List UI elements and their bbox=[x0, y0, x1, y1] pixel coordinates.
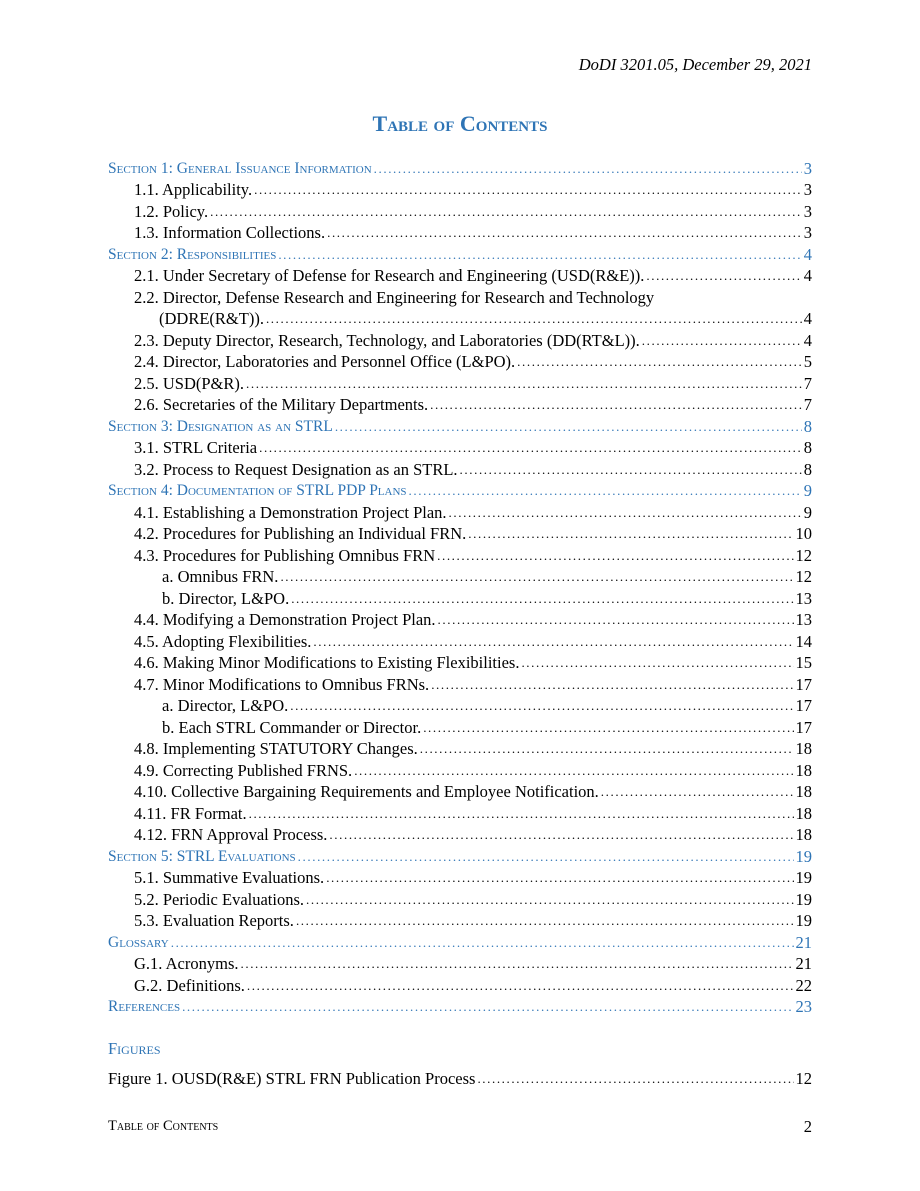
toc-entry-page: 7 bbox=[803, 395, 812, 414]
toc-entry-page: 4 bbox=[803, 244, 812, 264]
toc-entry-page: 17 bbox=[795, 674, 812, 694]
toc-entry[interactable] bbox=[108, 887, 812, 909]
toc-entry-page: 3 bbox=[803, 223, 812, 242]
toc-entry-label: Figure 1. OUSD(R&E) STRL FRN Publication Process bbox=[108, 1068, 476, 1088]
dot-leader bbox=[247, 976, 794, 995]
toc-entry-page: 19 bbox=[795, 868, 812, 887]
toc-entry[interactable] bbox=[108, 758, 812, 780]
toc-entry[interactable] bbox=[108, 737, 812, 759]
toc-entry-label: 4.10. Collective Bargaining Requirements and Employee Notification. bbox=[134, 782, 599, 801]
document-header: DoDI 3201.05, December 29, 2021 bbox=[578, 55, 812, 74]
toc-entry-label: 2.5. USD(P&R). bbox=[134, 373, 245, 393]
dot-leader bbox=[431, 675, 793, 694]
toc-entry[interactable] bbox=[108, 543, 812, 565]
dot-leader bbox=[409, 481, 802, 500]
toc-entry[interactable] bbox=[108, 780, 812, 802]
dot-leader bbox=[354, 761, 793, 780]
toc-entry[interactable] bbox=[108, 500, 812, 522]
dot-leader bbox=[290, 696, 793, 715]
dot-leader bbox=[521, 653, 793, 672]
toc-entry-label: 4.7. Minor Modifications to Omnibus FRNs. bbox=[134, 674, 430, 694]
toc-entry-label: 4.12. FRN Approval Process. bbox=[134, 825, 328, 844]
toc-entry-page: 18 bbox=[795, 782, 812, 801]
toc-entry[interactable] bbox=[108, 285, 812, 307]
toc-entry[interactable] bbox=[108, 823, 812, 845]
dot-leader bbox=[438, 610, 794, 629]
toc-entry-page: 18 bbox=[795, 760, 812, 780]
dot-leader bbox=[374, 159, 802, 178]
dot-leader bbox=[249, 804, 794, 823]
toc-entry-page: 17 bbox=[795, 696, 812, 715]
table-of-contents bbox=[108, 156, 812, 1016]
toc-entry[interactable] bbox=[108, 715, 812, 737]
toc-entry-label: b. Director, L&PO. bbox=[162, 588, 290, 608]
toc-entry[interactable] bbox=[108, 629, 812, 651]
toc-entry-label: 1.1. Applicability. bbox=[134, 180, 253, 199]
toc-entry[interactable] bbox=[108, 178, 812, 200]
toc-entry-label: a. Director, L&PO. bbox=[162, 696, 289, 715]
dot-leader bbox=[182, 997, 793, 1016]
toc-entry-label: Section 5: STRL Evaluations bbox=[108, 847, 296, 865]
dot-leader bbox=[642, 331, 802, 350]
dot-leader bbox=[246, 374, 802, 393]
toc-entry[interactable] bbox=[108, 522, 812, 544]
toc-entry-page: 12 bbox=[795, 567, 812, 586]
toc-entry-page: 13 bbox=[795, 588, 812, 608]
toc-entry-label: 2.6. Secretaries of the Military Departments. bbox=[134, 395, 429, 414]
dot-leader bbox=[460, 460, 802, 479]
toc-entry-page: 18 bbox=[795, 803, 812, 823]
toc-entry-label: 2.3. Deputy Director, Research, Technology, and Laboratories (DD(RT&L)). bbox=[134, 330, 640, 350]
toc-entry-label: 2.2. Director, Defense Research and Engineering for Research and Technology bbox=[134, 287, 655, 307]
toc-section-entry[interactable] bbox=[108, 995, 812, 1017]
dot-leader bbox=[280, 567, 793, 586]
dot-leader bbox=[335, 417, 802, 436]
toc-entry-label: 4.2. Procedures for Publishing an Individual FRN. bbox=[134, 524, 467, 543]
toc-entry[interactable] bbox=[108, 801, 812, 823]
toc-entry-label: References bbox=[108, 998, 181, 1015]
toc-entry-page: 12 bbox=[795, 545, 812, 565]
footer-page-number: 2 bbox=[803, 1117, 812, 1136]
toc-entry-label: 4.8. Implementing STATUTORY Changes. bbox=[134, 739, 418, 758]
toc-entry-page: 3 bbox=[803, 201, 812, 221]
dot-leader bbox=[171, 933, 794, 952]
toc-entry-page: 12 bbox=[795, 1068, 812, 1088]
dot-leader bbox=[278, 245, 801, 264]
toc-entry-label: 5.2. Periodic Evaluations. bbox=[134, 889, 305, 909]
toc-entry[interactable] bbox=[108, 457, 812, 479]
toc-entry[interactable] bbox=[108, 694, 812, 716]
toc-entry[interactable] bbox=[108, 952, 812, 974]
toc-section-entry[interactable] bbox=[108, 414, 812, 436]
dot-leader bbox=[306, 890, 793, 909]
toc-section-entry[interactable] bbox=[108, 844, 812, 866]
dot-leader bbox=[449, 503, 802, 522]
toc-entry-page: 19 bbox=[795, 846, 812, 866]
dot-leader bbox=[329, 825, 793, 844]
toc-entry-label: 4.6. Making Minor Modifications to Existing Flexibilities. bbox=[134, 653, 520, 672]
toc-entry[interactable] bbox=[108, 608, 812, 630]
toc-entry[interactable] bbox=[108, 909, 812, 931]
toc-section-entry[interactable] bbox=[108, 156, 812, 178]
toc-entry-page: 18 bbox=[795, 825, 812, 844]
toc-entry-label: Section 3: Designation as an STRL bbox=[108, 417, 333, 435]
toc-entry-label: 2.1. Under Secretary of Defense for Research and Engineering (USD(R&E)). bbox=[134, 266, 645, 285]
toc-entry-page: 5 bbox=[803, 352, 812, 371]
dot-leader bbox=[477, 1069, 793, 1088]
dot-leader bbox=[291, 589, 793, 608]
toc-entry-label: Section 4: Documentation of STRL PDP Plans bbox=[108, 482, 407, 499]
dot-leader bbox=[646, 266, 801, 285]
toc-section-entry[interactable] bbox=[108, 930, 812, 952]
toc-entry-page: 4 bbox=[803, 309, 812, 328]
dot-leader bbox=[420, 739, 794, 758]
toc-entry-label: (DDRE(R&T)). bbox=[159, 309, 264, 328]
toc-entry[interactable] bbox=[108, 586, 812, 608]
toc-entry-page: 9 bbox=[803, 502, 812, 522]
toc-entry-label: Section 2: Responsibilities bbox=[108, 245, 277, 263]
toc-entry-label: 1.2. Policy. bbox=[134, 201, 209, 221]
toc-entry-label: 1.3. Information Collections. bbox=[134, 223, 326, 242]
toc-entry-label: 4.9. Correcting Published FRNS. bbox=[134, 760, 353, 780]
toc-entry-page: 3 bbox=[803, 158, 812, 178]
toc-entry-label: 4.11. FR Format. bbox=[134, 803, 247, 823]
footer-section-label: Table of Contents bbox=[108, 1118, 219, 1134]
toc-entry-label: 5.1. Summative Evaluations. bbox=[134, 868, 325, 887]
toc-entry-page: 19 bbox=[795, 889, 812, 909]
toc-entry[interactable] bbox=[108, 221, 812, 243]
toc-entry-page: 8 bbox=[803, 416, 812, 436]
page-title: Table of Contents bbox=[372, 111, 548, 136]
toc-entry[interactable] bbox=[108, 307, 812, 329]
dot-leader bbox=[313, 632, 793, 651]
toc-entry[interactable] bbox=[108, 199, 812, 221]
toc-entry-page: 18 bbox=[795, 739, 812, 758]
toc-entry-label: a. Omnibus FRN. bbox=[162, 567, 279, 586]
toc-entry[interactable] bbox=[108, 350, 812, 372]
dot-leader bbox=[327, 223, 802, 242]
toc-entry-page: 19 bbox=[795, 911, 812, 930]
figures-list bbox=[108, 1066, 812, 1088]
toc-entry[interactable] bbox=[108, 328, 812, 350]
toc-entry[interactable] bbox=[108, 565, 812, 587]
toc-entry-page: 7 bbox=[803, 373, 812, 393]
toc-entry-page: 22 bbox=[795, 975, 812, 995]
toc-section-entry[interactable] bbox=[108, 479, 812, 501]
toc-entry-page: 8 bbox=[803, 459, 812, 479]
toc-entry-label: Glossary bbox=[108, 933, 169, 951]
toc-entry[interactable] bbox=[108, 672, 812, 694]
toc-entry-page: 13 bbox=[795, 610, 812, 629]
toc-entry[interactable] bbox=[108, 436, 812, 458]
toc-entry[interactable] bbox=[108, 264, 812, 286]
toc-entry-page: 8 bbox=[803, 438, 812, 457]
toc-entry-label: 3.2. Process to Request Designation as an STRL. bbox=[134, 459, 458, 479]
dot-leader bbox=[210, 202, 802, 221]
toc-entry-page: 10 bbox=[795, 524, 812, 543]
toc-entry-page: 4 bbox=[803, 266, 812, 285]
dot-leader bbox=[254, 180, 802, 199]
figures-heading: Figures bbox=[108, 1039, 161, 1058]
toc-entry-page: 21 bbox=[795, 932, 812, 952]
toc-entry-page: 15 bbox=[795, 653, 812, 672]
toc-entry[interactable] bbox=[108, 651, 812, 673]
toc-entry-label: 2.4. Director, Laboratories and Personnel Office (L&PO). bbox=[134, 352, 516, 371]
dot-leader bbox=[437, 546, 793, 565]
dot-leader bbox=[296, 911, 794, 930]
toc-entry-label: 3.1. STRL Criteria bbox=[134, 438, 258, 457]
toc-entry-label: b. Each STRL Commander or Director. bbox=[162, 717, 422, 737]
toc-entry-label: 4.1. Establishing a Demonstration Project Plan. bbox=[134, 502, 447, 522]
toc-entry-label: 4.4. Modifying a Demonstration Project Plan. bbox=[134, 610, 436, 629]
toc-entry-label: 4.3. Procedures for Publishing Omnibus FRN bbox=[134, 545, 436, 565]
toc-entry-label: G.1. Acronyms. bbox=[134, 954, 239, 973]
dot-leader bbox=[468, 524, 793, 543]
toc-entry[interactable] bbox=[108, 371, 812, 393]
toc-entry[interactable] bbox=[108, 393, 812, 415]
toc-entry-page: 9 bbox=[803, 481, 812, 500]
toc-entry-label: 4.5. Adopting Flexibilities. bbox=[134, 631, 312, 651]
toc-entry-page: 23 bbox=[795, 997, 812, 1016]
toc-entry-page: 14 bbox=[795, 631, 812, 651]
toc-entry-page: 4 bbox=[803, 330, 812, 350]
toc-entry-label: G.2. Definitions. bbox=[134, 975, 245, 995]
dot-leader bbox=[259, 438, 802, 457]
toc-entry-label: Section 1: General Issuance Information bbox=[108, 159, 372, 177]
toc-entry-label: 5.3. Evaluation Reports. bbox=[134, 911, 294, 930]
toc-entry-page: 21 bbox=[795, 954, 812, 973]
toc-entry[interactable] bbox=[108, 973, 812, 995]
dot-leader bbox=[601, 782, 794, 801]
toc-entry-page: 3 bbox=[803, 180, 812, 199]
dot-leader bbox=[423, 718, 793, 737]
dot-leader bbox=[298, 847, 794, 866]
dot-leader bbox=[517, 352, 802, 371]
dot-leader bbox=[326, 868, 793, 887]
dot-leader bbox=[266, 309, 802, 328]
toc-section-entry[interactable] bbox=[108, 242, 812, 264]
dot-leader bbox=[430, 395, 802, 414]
toc-entry-page: 17 bbox=[795, 717, 812, 737]
toc-entry[interactable] bbox=[108, 866, 812, 888]
dot-leader bbox=[241, 954, 794, 973]
figure-entry[interactable] bbox=[108, 1066, 812, 1088]
